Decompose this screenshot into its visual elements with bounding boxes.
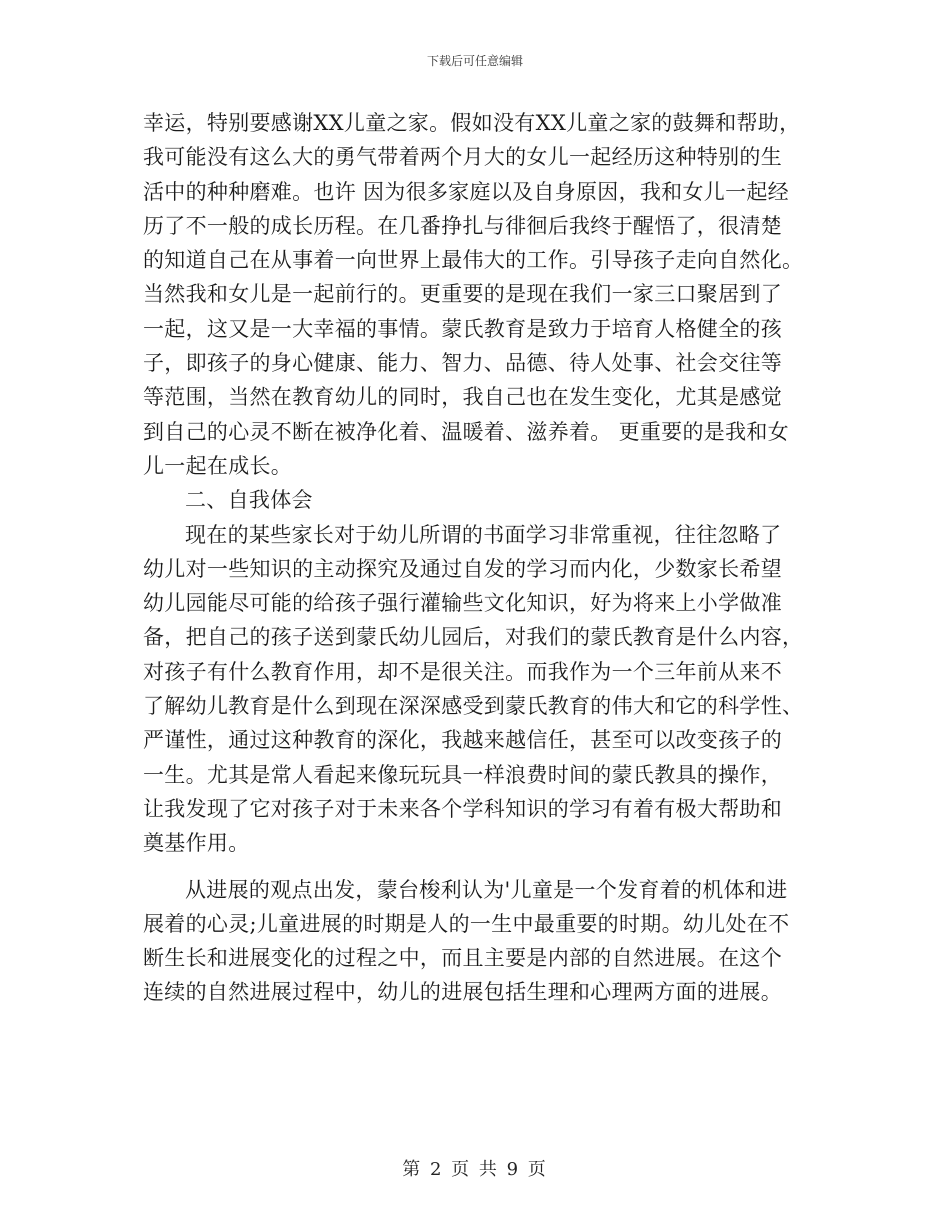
text-line: 幼儿对一些知识的主动探究及通过自发的学习而内化，少数家长希望 <box>143 556 782 581</box>
text-line: 了解幼儿教育是什么到现在深深感受到蒙氏教育的伟大和它的科学性、 <box>143 694 804 719</box>
text-line: 幸运，特别要感谢XX儿童之家。假如没有XX儿童之家的鼓舞和帮助， <box>143 111 801 135</box>
document-body <box>143 106 823 1010</box>
text-line: 当然我和女儿是一起前行的。更重要的是现在我们一家三口聚居到了 <box>143 282 782 307</box>
text-line: 幼儿园能尽可能的给孩子强行灌输些文化知识，好为将来上小学做准 <box>143 591 782 616</box>
text-line: 等范围，当然在教育幼儿的同时，我自己也在发生变化，尤其是感觉 <box>143 385 782 410</box>
paragraph-2 <box>143 518 823 861</box>
text-line: 活中的种种磨难。也许 因为很多家庭以及自身原因，我和女儿一起经 <box>143 179 789 204</box>
text-line: 我可能没有这么大的勇气带着两个月大的女儿一起经历这种特别的生 <box>143 145 782 170</box>
paragraph-3 <box>143 873 823 1010</box>
text-line: 从进展的观点出发，蒙台梭利认为'儿童是一个发育着的机体和进 <box>185 877 788 902</box>
text-line: 现在的某些家长对于幼儿所谓的书面学习非常重视，往往忽略了 <box>185 522 782 547</box>
page-header: 下载后可任意编辑 <box>426 54 523 68</box>
text-line: 严谨性，通过这种教育的深化，我越来越信任，甚至可以改变孩子的 <box>143 728 782 753</box>
section-heading: 二、自我体会 <box>185 488 313 513</box>
text-line: 的知道自己在从事着一向世界上最伟大的工作。引导孩子走向自然化。 <box>143 248 804 273</box>
text-line: 到自己的心灵不断在被净化着、温暖着、滋养着。 更重要的是我和女 <box>143 419 789 444</box>
text-line: 奠基作用。 <box>143 831 250 856</box>
paragraph-gap <box>143 861 823 873</box>
text-line: 儿一起在成长。 <box>143 453 293 478</box>
page-footer: 第 2 页 共 9 页 <box>402 1159 548 1180</box>
text-line: 让我发现了它对孩子对于未来各个学科知识的学习有着有极大帮助和 <box>143 796 782 821</box>
text-line: 连续的自然进展过程中，幼儿的进展包括生理和心理两方面的进展。 <box>143 980 782 1005</box>
text-line: 历了不一般的成长历程。在几番挣扎与徘徊后我终于醒悟了，很清楚 <box>143 213 782 238</box>
text-line: 对孩子有什么教育作用，却不是很关注。而我作为一个三年前从来不 <box>143 659 782 684</box>
text-line: 一起，这又是一大幸福的事情。蒙氏教育是致力于培育人格健全的孩 <box>143 316 782 341</box>
text-line: 断生长和进展变化的过程之中，而且主要是内部的自然进展。在这个 <box>143 946 782 971</box>
text-line: 展着的心灵;儿童进展的时期是人的一生中最重要的时期。幼儿处在不 <box>143 911 790 936</box>
text-line: 备，把自己的孩子送到蒙氏幼儿园后，对我们的蒙氏教育是什么内容， <box>143 625 804 650</box>
paragraph-1 <box>143 106 823 483</box>
text-line: 一生。尤其是常人看起来像玩玩具一样浪费时间的蒙氏教具的操作， <box>143 762 782 787</box>
text-line: 子，即孩子的身心健康、能力、智力、品德、待人处事、社会交往等 <box>143 351 782 376</box>
